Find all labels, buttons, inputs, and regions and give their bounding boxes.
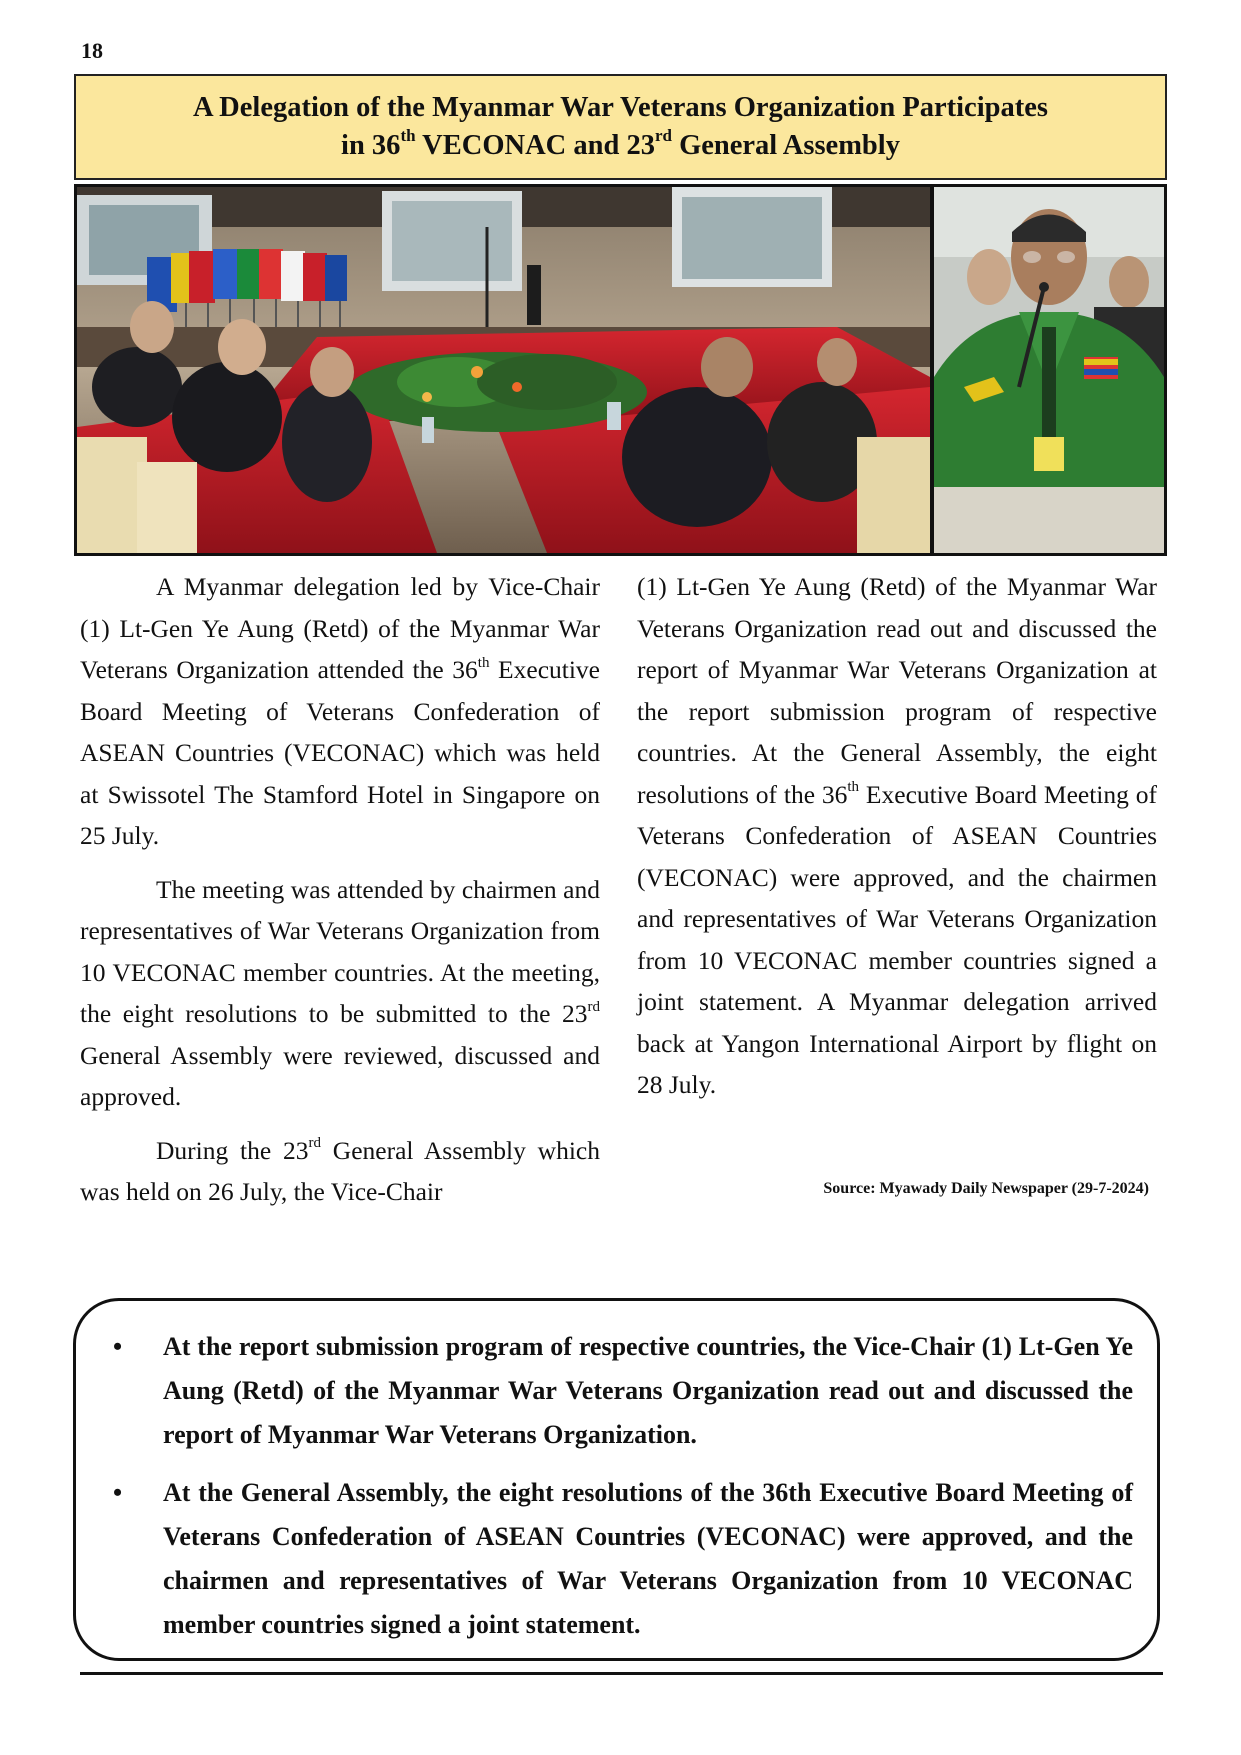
headline-line-2: in 36th VECONAC and 23rd General Assembly: [341, 125, 900, 161]
bullet-icon: •: [113, 1332, 123, 1361]
article-paragraph-4: (1) Lt-Gen Ye Aung (Retd) of the Myanmar War Veterans Organization read out and discussed the report of Myanmar War Veterans Organization at the report submission program of respective countries. At the General Assembly, the eight resolutions of the 36th Executive Board Meeting of Veterans Confederation of ASEAN Countries (VECONAC) were approved, and the chairmen and representatives of War Veterans Organization from 10 VECONAC member countries signed a joint statement. A Myanmar delegation arrived back at Yangon International Airport by flight on 28 July.: [637, 572, 1157, 1099]
headline-line-1: A Delegation of the Myanmar War Veterans Organization Participates: [193, 92, 1048, 123]
article-paragraph-2: The meeting was attended by chairmen and representatives of War Veterans Organization from 10 VECONAC member countries. At the meeting, the eight resolutions to be submitted to the 23rd General Assembly were reviewed, discussed and approved.: [80, 874, 600, 1111]
bullet-icon: •: [113, 1478, 123, 1507]
source-credit: Source: Myawady Daily Newspaper (29-7-2024): [823, 1180, 1149, 1197]
headline-box: [74, 74, 1167, 180]
summary-item: • At the report submission program of respective countries, the Vice-Chair (1) Lt-Gen Ye Aung (Retd) of the Myanmar War Veterans Organization read out and discussed the report of Myanmar War Veterans Organization.: [109, 1325, 1133, 1457]
delegate-portrait-photo: [934, 187, 1164, 553]
photo-frame: [74, 184, 1167, 556]
summary-item: • At the General Assembly, the eight resolutions of the 36th Executive Board Meeting of Veterans Confederation of ASEAN Countries (VECONAC) were approved, and the chairmen and representatives of War Veterans Organization from 10 VECONAC member countries signed a joint statement.: [109, 1471, 1133, 1647]
article-paragraph-3: During the 23rd General Assembly which was held on 26 July, the Vice-Chair: [80, 1135, 600, 1206]
page-number: 18: [81, 38, 103, 63]
article-column-right: [637, 566, 1157, 1118]
conference-room-photo: [77, 187, 930, 553]
summary-list: [109, 1325, 1133, 1647]
article-column-left: [80, 566, 600, 1225]
bottom-divider: [80, 1672, 1163, 1675]
summary-box: [73, 1298, 1160, 1661]
article-paragraph-1: A Myanmar delegation led by Vice-Chair (1) Lt-Gen Ye Aung (Retd) of the Myanmar War Veterans Organization attended the 36th Executive Board Meeting of Veterans Confederation of ASEAN Countries (VECONAC) which was held at Swissotel The Stamford Hotel in Singapore on 25 July.: [80, 572, 600, 850]
